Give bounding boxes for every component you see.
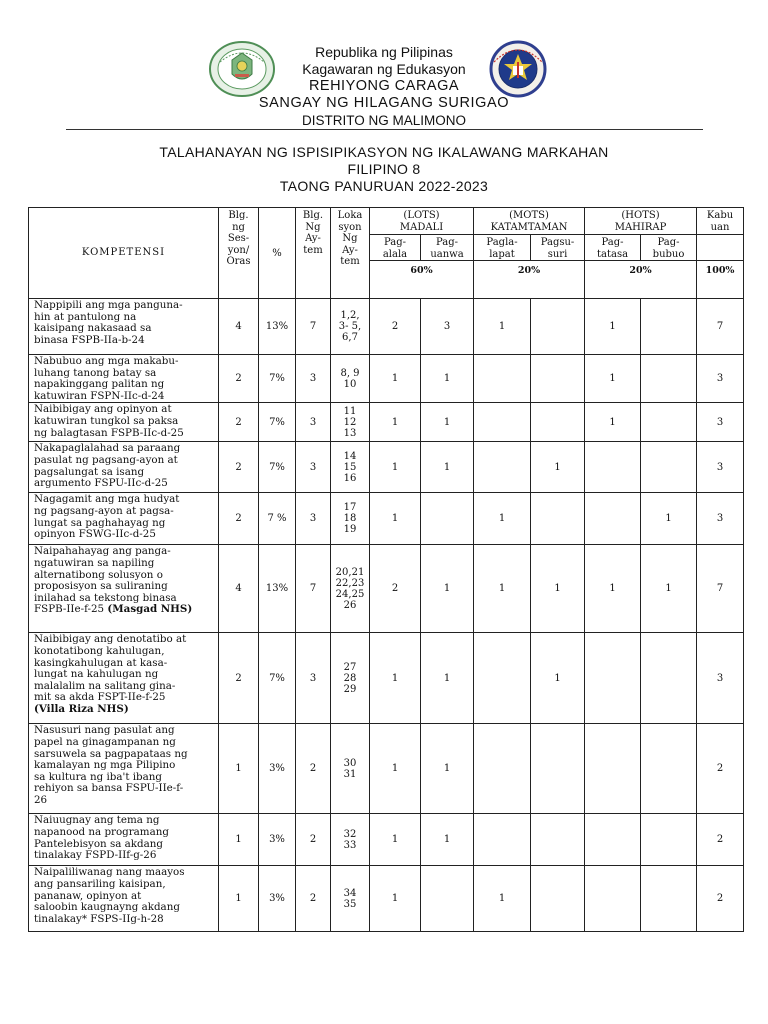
table-row bbox=[29, 355, 744, 403]
paguanwa-cell: 1 bbox=[421, 814, 474, 866]
kabuuan-cell: 2 bbox=[697, 866, 744, 932]
paglalapat-cell: 1 bbox=[474, 493, 531, 545]
lokasyon-cell: 17 18 19 bbox=[331, 493, 370, 545]
pagalala-cell: 1 bbox=[370, 442, 421, 493]
header-lokasyon: Loka syon Ng Ay- tem bbox=[331, 208, 370, 299]
sesyon-cell: 2 bbox=[219, 355, 259, 403]
pagalala-cell: 2 bbox=[370, 545, 421, 633]
kabuuan-cell: 3 bbox=[697, 633, 744, 724]
pagbubuo-cell bbox=[641, 724, 697, 814]
percent-cell: 7% bbox=[259, 633, 296, 724]
pagsusuri-cell bbox=[531, 355, 585, 403]
pagtatasa-cell bbox=[585, 442, 641, 493]
table-row bbox=[29, 299, 744, 355]
paglalapat-cell: 1 bbox=[474, 299, 531, 355]
sesyon-cell: 1 bbox=[219, 814, 259, 866]
pagalala-cell: 1 bbox=[370, 633, 421, 724]
kabuuan-cell: 7 bbox=[697, 545, 744, 633]
lokasyon-cell: 8, 9 10 bbox=[331, 355, 370, 403]
header-pagsusuri: Pagsu- suri bbox=[531, 235, 585, 261]
header-rule bbox=[66, 129, 703, 130]
pagsusuri-cell bbox=[531, 493, 585, 545]
header-paguanwa: Pag- uanwa bbox=[421, 235, 474, 261]
sesyon-cell: 2 bbox=[219, 403, 259, 442]
items-cell: 3 bbox=[296, 442, 331, 493]
paglalapat-cell bbox=[474, 355, 531, 403]
table-row bbox=[29, 814, 744, 866]
header-kabuuan: Kabu uan bbox=[697, 208, 744, 235]
paglalapat-cell bbox=[474, 814, 531, 866]
pagsusuri-cell bbox=[531, 866, 585, 932]
percent-cell: 7 % bbox=[259, 493, 296, 545]
items-cell: 7 bbox=[296, 299, 331, 355]
table-row bbox=[29, 493, 744, 545]
table-row bbox=[29, 866, 744, 932]
kabuuan-cell: 7 bbox=[697, 299, 744, 355]
header-hots: (HOTS) MAHIRAP bbox=[585, 208, 697, 235]
kompetensi-cell: Naibibigay ang opinyon at katuwiran tungkol sa paksa ng balagtasan FSPB-IIc-d-25 bbox=[29, 403, 219, 442]
header-lots: (LOTS) MADALI bbox=[370, 208, 474, 235]
header-pagalala: Pag- alala bbox=[370, 235, 421, 261]
pagtatasa-cell bbox=[585, 814, 641, 866]
items-cell: 3 bbox=[296, 493, 331, 545]
pagtatasa-cell bbox=[585, 493, 641, 545]
paguanwa-cell: 1 bbox=[421, 545, 474, 633]
table-row bbox=[29, 545, 744, 633]
deped-seal-icon bbox=[486, 40, 550, 98]
paguanwa-cell bbox=[421, 493, 474, 545]
header-pagbubuo: Pag- bubuo bbox=[641, 235, 697, 261]
items-cell: 2 bbox=[296, 866, 331, 932]
percent-cell: 7% bbox=[259, 403, 296, 442]
pagtatasa-cell bbox=[585, 633, 641, 724]
pagtatasa-cell: 1 bbox=[585, 403, 641, 442]
paguanwa-cell: 1 bbox=[421, 724, 474, 814]
kompetensi-cell: Nasusuri nang pasulat ang papel na ginagampanan ng sarsuwela sa pagpapataas ng kamalayan ng mga Pilipino sa kultura ng iba't ibang rehiyon sa bansa FSPU-IIe-f- 26 bbox=[29, 724, 219, 814]
pagalala-cell: 1 bbox=[370, 724, 421, 814]
pagsusuri-cell: 1 bbox=[531, 442, 585, 493]
header-division: SANGAY NG HILAGANG SURIGAO bbox=[258, 95, 510, 111]
pagbubuo-cell: 1 bbox=[641, 493, 697, 545]
items-cell: 2 bbox=[296, 814, 331, 866]
percent-cell: 13% bbox=[259, 299, 296, 355]
pagalala-cell: 1 bbox=[370, 493, 421, 545]
pagalala-cell: 2 bbox=[370, 299, 421, 355]
header-pagtatasa: Pag- tatasa bbox=[585, 235, 641, 261]
hots-percent: 20% bbox=[585, 261, 697, 299]
header-row-top bbox=[29, 208, 744, 235]
paguanwa-cell: 1 bbox=[421, 442, 474, 493]
paglalapat-cell bbox=[474, 633, 531, 724]
specification-table bbox=[28, 207, 744, 932]
total-percent: 100% bbox=[697, 261, 744, 299]
paglalapat-cell: 1 bbox=[474, 545, 531, 633]
kabuuan-cell: 3 bbox=[697, 355, 744, 403]
table-row bbox=[29, 724, 744, 814]
pagsusuri-cell bbox=[531, 403, 585, 442]
pagalala-cell: 1 bbox=[370, 355, 421, 403]
kompetensi-cell: Naipahahayag ang panga- ngatuwiran sa napiling alternatibong solusyon o proposisyon sa suliraning inilahad sa tekstong binasa FSPB-IIe-f-25 (Masgad NHS) bbox=[29, 545, 219, 633]
header-kompetensi: KOMPETENSI bbox=[29, 208, 219, 299]
header-blg-sesyon: Blg. ng Ses- yon/ Oras bbox=[219, 208, 259, 299]
paguanwa-cell: 1 bbox=[421, 355, 474, 403]
sesyon-cell: 2 bbox=[219, 442, 259, 493]
percent-cell: 7% bbox=[259, 442, 296, 493]
lokasyon-cell: 27 28 29 bbox=[331, 633, 370, 724]
lots-percent: 60% bbox=[370, 261, 474, 299]
kabuuan-cell: 3 bbox=[697, 493, 744, 545]
sesyon-cell: 1 bbox=[219, 724, 259, 814]
items-cell: 7 bbox=[296, 545, 331, 633]
paglalapat-cell: 1 bbox=[474, 866, 531, 932]
school-district-seal-icon bbox=[208, 40, 276, 98]
percent-cell: 3% bbox=[259, 866, 296, 932]
school-year: TAONG PANURUAN 2022-2023 bbox=[279, 178, 489, 194]
paguanwa-cell bbox=[421, 866, 474, 932]
pagbubuo-cell bbox=[641, 355, 697, 403]
kompetensi-cell: Naibibigay ang denotatibo at konotatibong kahulugan, kasingkahulugan at kasa- lungat na kahulugan ng malalalim na salitang gina- mit sa akda FSPT-IIe-f-25 (Villa Riza NHS) bbox=[29, 633, 219, 724]
pagalala-cell: 1 bbox=[370, 814, 421, 866]
lokasyon-cell: 20,21 22,23 24,25 26 bbox=[331, 545, 370, 633]
header-paglalapat: Pagla- lapat bbox=[474, 235, 531, 261]
pagtatasa-cell: 1 bbox=[585, 355, 641, 403]
lokasyon-cell: 32 33 bbox=[331, 814, 370, 866]
kabuuan-cell: 2 bbox=[697, 814, 744, 866]
pagtatasa-cell: 1 bbox=[585, 545, 641, 633]
lokasyon-cell: 1,2, 3- 5, 6,7 bbox=[331, 299, 370, 355]
kompetensi-cell: Naiuugnay ang tema ng napanood na programang Pantelebisyon sa akdang tinalakay FSPD-IIf-g-26 bbox=[29, 814, 219, 866]
paglalapat-cell bbox=[474, 724, 531, 814]
kabuuan-cell: 3 bbox=[697, 403, 744, 442]
paglalapat-cell bbox=[474, 403, 531, 442]
lokasyon-cell: 14 15 16 bbox=[331, 442, 370, 493]
items-cell: 3 bbox=[296, 633, 331, 724]
percent-cell: 7% bbox=[259, 355, 296, 403]
percent-cell: 3% bbox=[259, 724, 296, 814]
sesyon-cell: 2 bbox=[219, 493, 259, 545]
header-kabuuan-blank bbox=[697, 235, 744, 261]
items-cell: 3 bbox=[296, 355, 331, 403]
pagalala-cell: 1 bbox=[370, 403, 421, 442]
header-region: REHIYONG CARAGA bbox=[308, 78, 460, 94]
pagtatasa-cell bbox=[585, 866, 641, 932]
mots-percent: 20% bbox=[474, 261, 585, 299]
lokasyon-cell: 11 12 13 bbox=[331, 403, 370, 442]
pagbubuo-cell: 1 bbox=[641, 545, 697, 633]
paguanwa-cell: 1 bbox=[421, 403, 474, 442]
document-header bbox=[0, 36, 768, 136]
kompetensi-cell: Naipaliliwanag nang maayos ang pansariling kaisipan, pananaw, opinyon at saloobin kaugnayng akdang tinalakay* FSPS-IIg-h-28 bbox=[29, 866, 219, 932]
school-name: (Villa Riza NHS) bbox=[34, 702, 129, 715]
kompetensi-cell: Nabubuo ang mga makabu- luhang tanong batay sa napakinggang palitan ng katuwiran FSPN-IIc-d-24 bbox=[29, 355, 219, 403]
sesyon-cell: 4 bbox=[219, 545, 259, 633]
header-department: Kagawaran ng Edukasyon bbox=[302, 61, 466, 77]
kabuuan-cell: 3 bbox=[697, 442, 744, 493]
header-republic: Republika ng Pilipinas bbox=[315, 44, 453, 60]
pagtatasa-cell bbox=[585, 724, 641, 814]
header-percent: % bbox=[259, 208, 296, 299]
header-blg-aytem: Blg. Ng Ay- tem bbox=[296, 208, 331, 299]
lokasyon-cell: 30 31 bbox=[331, 724, 370, 814]
percent-cell: 3% bbox=[259, 814, 296, 866]
header-mots: (MOTS) KATAMTAMAN bbox=[474, 208, 585, 235]
items-cell: 2 bbox=[296, 724, 331, 814]
header-district: DISTRITO NG MALIMONO bbox=[301, 113, 466, 128]
pagbubuo-cell bbox=[641, 633, 697, 724]
pagtatasa-cell: 1 bbox=[585, 299, 641, 355]
pagsusuri-cell bbox=[531, 724, 585, 814]
document-title: TALAHANAYAN NG ISPISIPIKASYON NG IKALAWANG MARKAHAN bbox=[159, 144, 609, 160]
kabuuan-cell: 2 bbox=[697, 724, 744, 814]
pagbubuo-cell bbox=[641, 442, 697, 493]
sesyon-cell: 1 bbox=[219, 866, 259, 932]
kompetensi-cell: Nakapaglalahad sa paraang pasulat ng pagsang-ayon at pagsalungat sa isang argumento FSPU-IIc-d-25 bbox=[29, 442, 219, 493]
pagsusuri-cell: 1 bbox=[531, 545, 585, 633]
paglalapat-cell bbox=[474, 442, 531, 493]
pagbubuo-cell bbox=[641, 403, 697, 442]
lokasyon-cell: 34 35 bbox=[331, 866, 370, 932]
subject-title: FILIPINO 8 bbox=[347, 161, 421, 177]
table-row bbox=[29, 403, 744, 442]
pagsusuri-cell bbox=[531, 814, 585, 866]
sesyon-cell: 4 bbox=[219, 299, 259, 355]
pagsusuri-cell: 1 bbox=[531, 633, 585, 724]
pagbubuo-cell bbox=[641, 866, 697, 932]
items-cell: 3 bbox=[296, 403, 331, 442]
pagbubuo-cell bbox=[641, 299, 697, 355]
pagbubuo-cell bbox=[641, 814, 697, 866]
kompetensi-cell: Nagagamit ang mga hudyat ng pagsang-ayon at pagsa- lungat sa paghahayag ng opinyon FSWG-IIc-d-25 bbox=[29, 493, 219, 545]
percent-cell: 13% bbox=[259, 545, 296, 633]
table-row bbox=[29, 633, 744, 724]
pagsusuri-cell bbox=[531, 299, 585, 355]
school-name: (Masgad NHS) bbox=[107, 603, 193, 616]
table-row bbox=[29, 442, 744, 493]
paguanwa-cell: 1 bbox=[421, 633, 474, 724]
kompetensi-cell: Nappipili ang mga panguna- hin at pantulong na kaisipang nakasaad sa binasa FSPB-IIa-b-24 bbox=[29, 299, 219, 355]
sesyon-cell: 2 bbox=[219, 633, 259, 724]
pagalala-cell: 1 bbox=[370, 866, 421, 932]
paguanwa-cell: 3 bbox=[421, 299, 474, 355]
